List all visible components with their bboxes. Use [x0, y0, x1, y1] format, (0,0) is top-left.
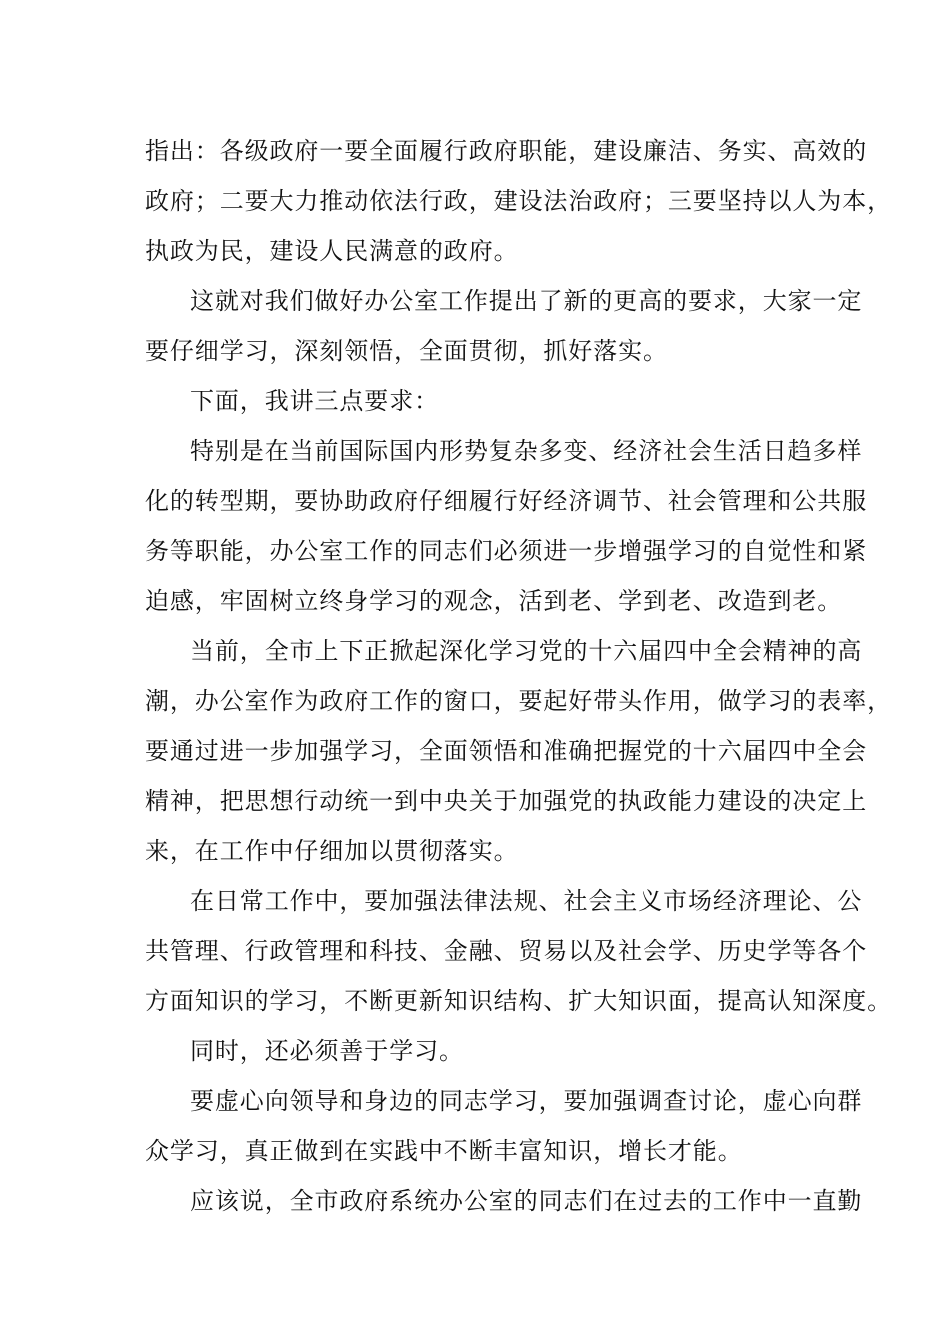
text-line: 化的转型期，要协助政府仔细履行好经济调节、社会管理和公共服	[145, 487, 868, 515]
text-line: 政府；二要大力推动依法行政，建设法治政府；三要坚持以人为本，	[145, 187, 892, 215]
paragraph-first-line: 在日常工作中，要加强法律法规、社会主义市场经济理论、公	[190, 887, 863, 915]
text-line: 要仔细学习，深刻领悟，全面贯彻，抓好落实。	[145, 337, 668, 365]
text-line: 众学习，真正做到在实践中不断丰富知识，增长才能。	[145, 1137, 743, 1165]
paragraph-first-line: 当前，全市上下正掀起深化学习党的十六届四中全会精神的高	[190, 637, 863, 665]
text-line: 务等职能，办公室工作的同志们必须进一步增强学习的自觉性和紧	[145, 537, 868, 565]
text-line: 迫感，牢固树立终身学习的观念，活到老、学到老、改造到老。	[145, 587, 843, 615]
paragraph-first-line: 下面，我讲三点要求：	[190, 387, 439, 415]
text-line: 执政为民，建设人民满意的政府。	[145, 237, 519, 265]
text-line: 要通过进一步加强学习，全面领悟和准确把握党的十六届四中全会	[145, 737, 868, 765]
text-line: 潮，办公室作为政府工作的窗口，要起好带头作用，做学习的表率，	[145, 687, 892, 715]
paragraph-first-line: 同时，还必须善于学习。	[190, 1037, 464, 1065]
paragraph-first-line: 要虚心向领导和身边的同志学习，要加强调查讨论，虚心向群	[190, 1087, 863, 1115]
text-line: 共管理、行政管理和科技、金融、贸易以及社会学、历史学等各个	[145, 937, 868, 965]
paragraph-first-line: 这就对我们做好办公室工作提出了新的更高的要求，大家一定	[190, 287, 863, 315]
paragraph-first-line: 特别是在当前国际国内形势复杂多变、经济社会生活日趋多样	[190, 437, 863, 465]
text-line: 指出：各级政府一要全面履行政府职能，建设廉洁、务实、高效的	[145, 137, 868, 165]
text-line: 来，在工作中仔细加以贯彻落实。	[145, 837, 519, 865]
paragraph-first-line: 应该说，全市政府系统办公室的同志们在过去的工作中一直勤	[190, 1187, 863, 1215]
text-line: 精神，把思想行动统一到中央关于加强党的执政能力建设的决定上	[145, 787, 868, 815]
text-line: 方面知识的学习，不断更新知识结构、扩大知识面，提高认知深度。	[145, 987, 892, 1015]
